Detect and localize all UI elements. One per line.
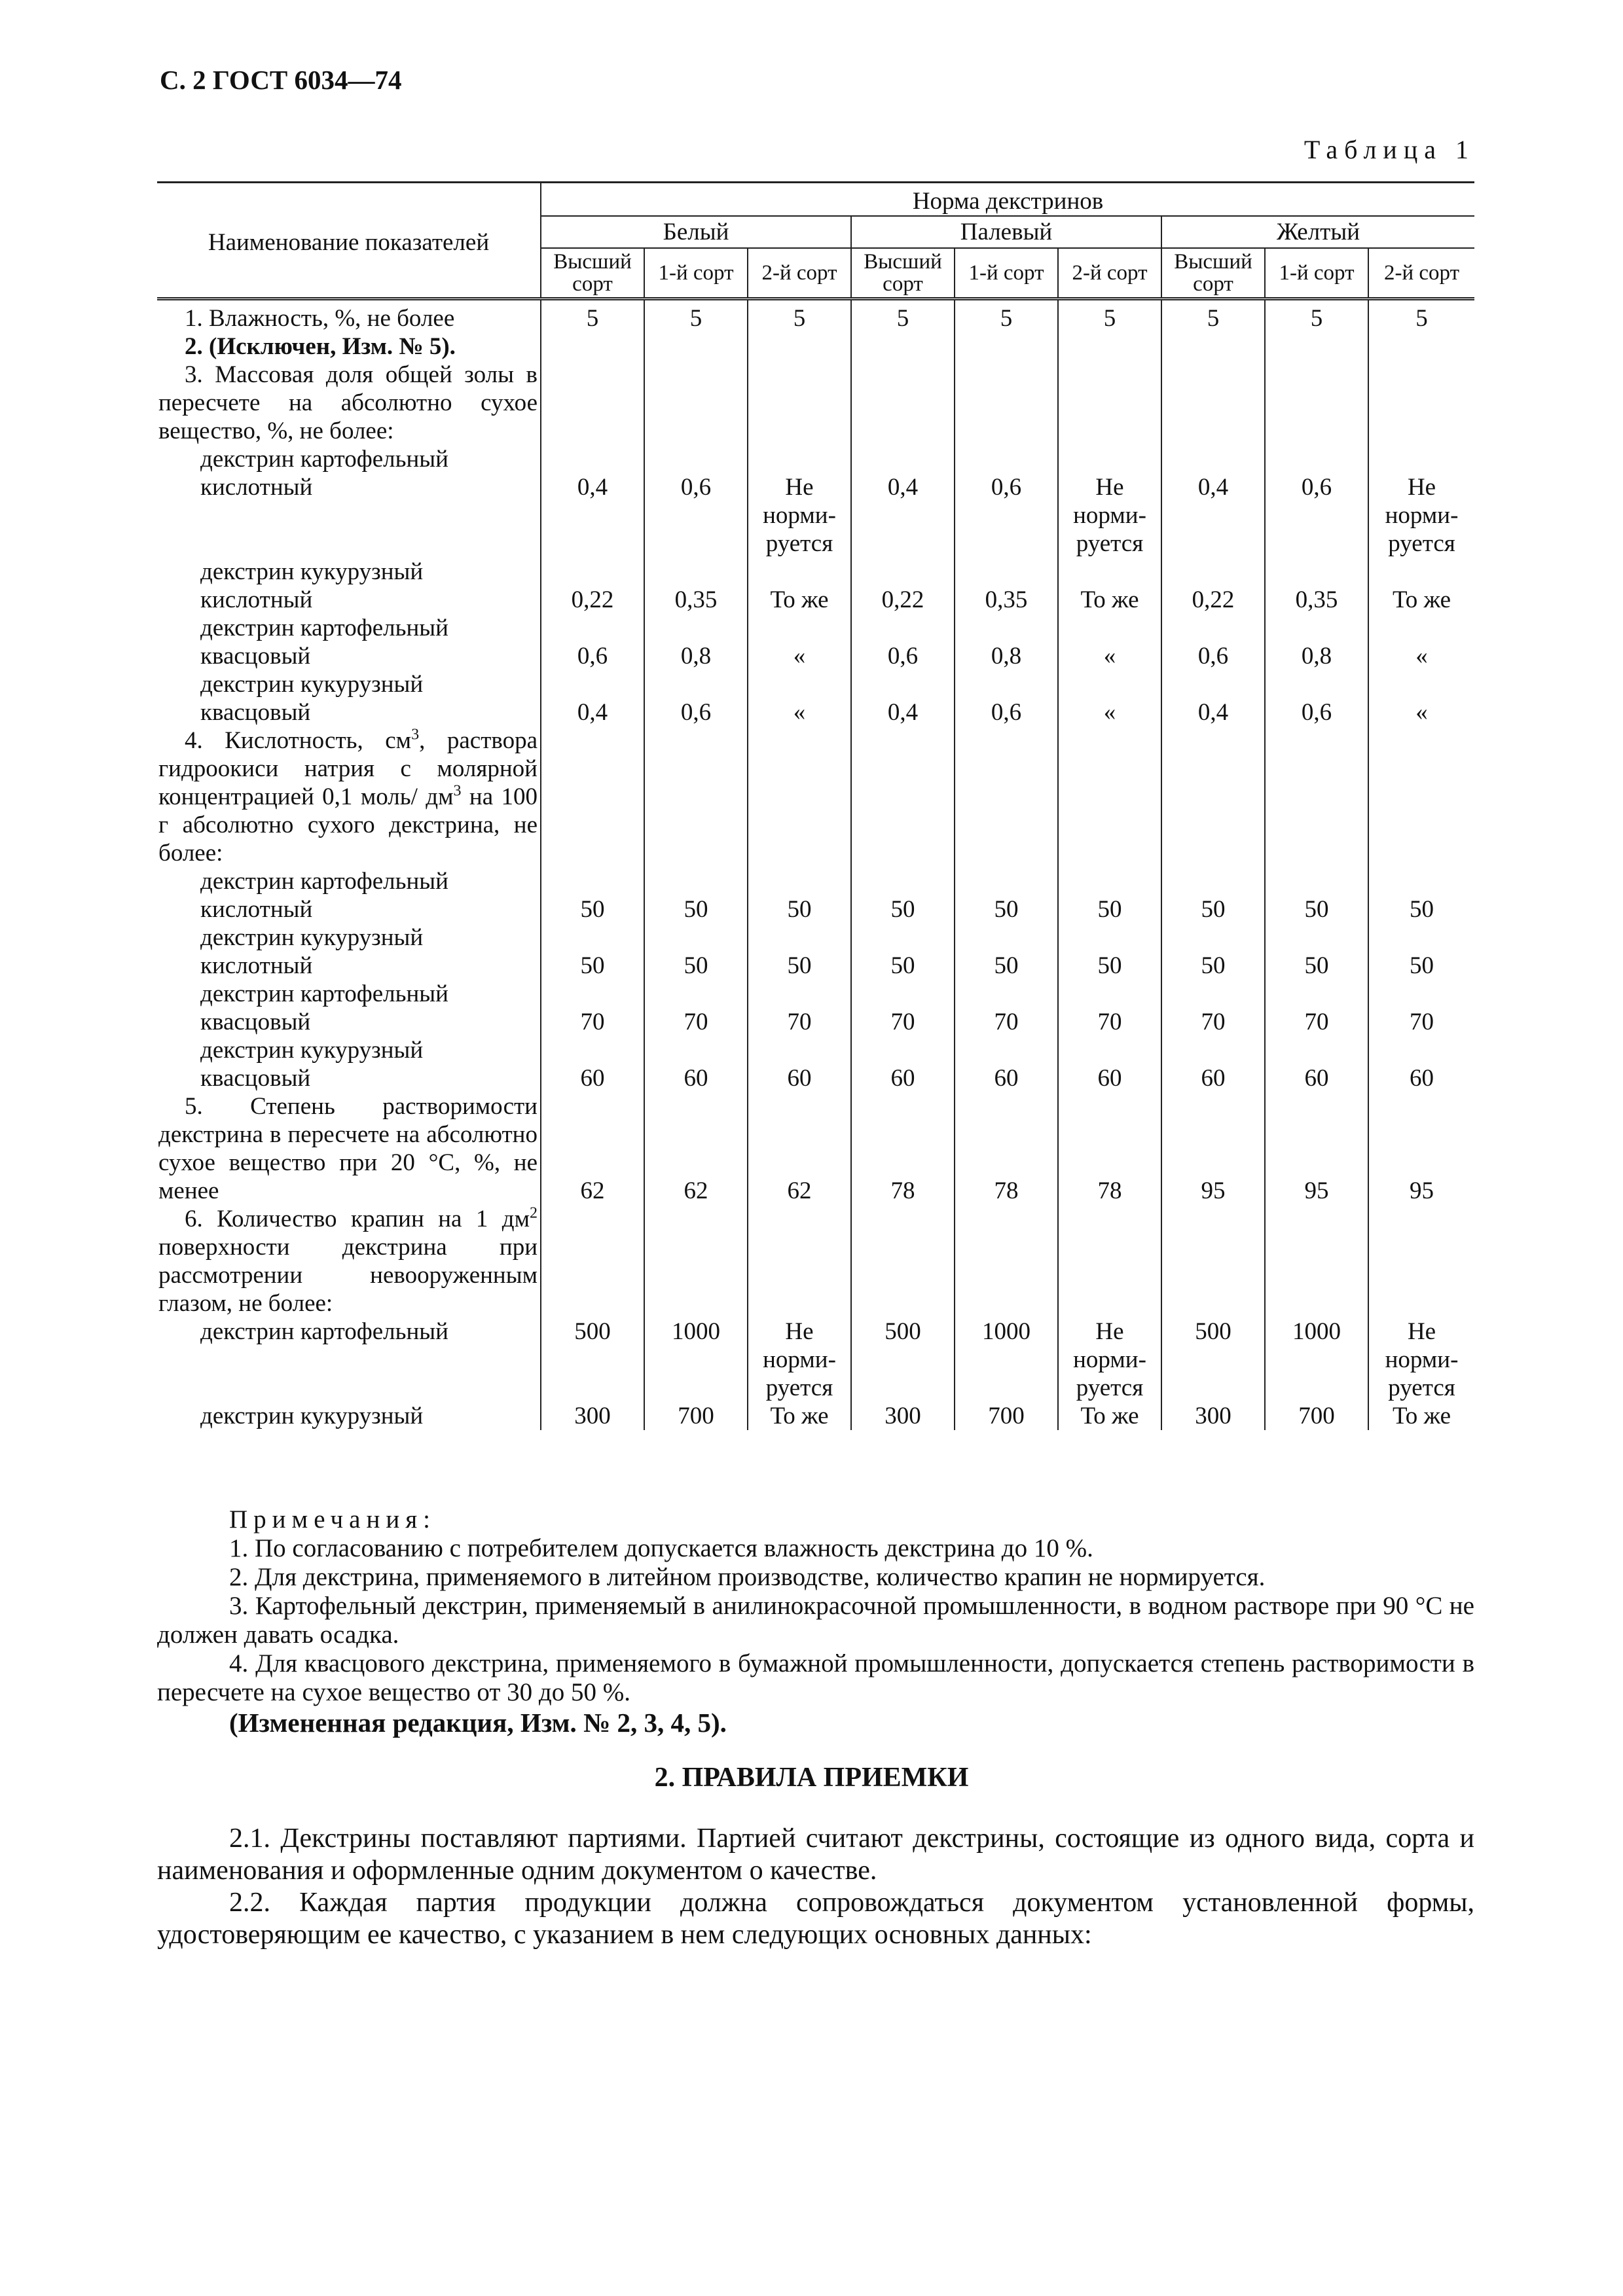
value-cell [1161, 332, 1265, 361]
value-cell: 50 [541, 867, 644, 924]
grade-header: 2-й сорт [748, 248, 851, 299]
value-cell: 50 [1368, 924, 1474, 980]
table-row [157, 1318, 1474, 1402]
value-cell: 62 [541, 1092, 644, 1205]
value-cell: 0,6 [955, 670, 1058, 726]
value-cell: 0,4 [541, 670, 644, 726]
value-cell: 50 [955, 867, 1058, 924]
table-row [157, 980, 1474, 1036]
value-cell [1368, 1205, 1474, 1318]
value-cell: 1000 [1265, 1318, 1368, 1402]
grade-header: 1-й сорт [644, 248, 748, 299]
value-cell: 0,35 [955, 558, 1058, 614]
grade-header: Высший сорт [1161, 248, 1265, 299]
value-cell [541, 1205, 644, 1318]
value-cell [1058, 1205, 1161, 1318]
value-cell: 300 [1161, 1402, 1265, 1430]
value-cell: 50 [851, 867, 955, 924]
value-cell: « [1368, 670, 1474, 726]
running-head: С. 2 ГОСТ 6034—74 [160, 65, 402, 95]
grade-header: 1-й сорт [955, 248, 1058, 299]
value-cell: 60 [1058, 1036, 1161, 1092]
value-cell: 0,4 [1161, 445, 1265, 558]
table-row [157, 332, 1474, 361]
value-cell [644, 361, 748, 445]
value-cell: 5 [851, 299, 955, 333]
superscript: 2 [530, 1204, 538, 1222]
value-cell [748, 332, 851, 361]
value-cell: 0,6 [541, 614, 644, 670]
value-cell: 5 [541, 299, 644, 333]
note-item: 3. Картофельный декстрин, применяемый в анилинокрасочной промышленности, в водном растворе при 90 °С не должен давать осадка. [157, 1592, 1474, 1649]
note-item: 1. По согласованию с потребителем допускается влажность декстрина до 10 %. [229, 1534, 1093, 1562]
value-cell: 5 [748, 299, 851, 333]
value-cell: 700 [955, 1402, 1058, 1430]
value-cell: Не нормируется [1058, 1318, 1161, 1402]
value-cell [748, 361, 851, 445]
value-cell: 50 [748, 867, 851, 924]
indicator-name: декстрин картофельный кислотный [200, 868, 448, 923]
indicator-name: декстрин картофельный квасцовый [200, 980, 448, 1035]
value-cell: 50 [748, 924, 851, 980]
value-cell: Не нормируется [1368, 445, 1474, 558]
value-cell [1058, 361, 1161, 445]
value-cell: 70 [541, 980, 644, 1036]
value-cell: « [1058, 670, 1161, 726]
value-cell: 500 [541, 1318, 644, 1402]
value-cell: 70 [955, 980, 1058, 1036]
value-cell: 0,6 [851, 614, 955, 670]
notes-title: Примечания: [229, 1505, 436, 1534]
indicator-name [157, 332, 541, 361]
value-cell: 5 [955, 299, 1058, 333]
value-cell: 70 [1368, 980, 1474, 1036]
value-cell: 5 [1368, 299, 1474, 333]
value-cell: 0,4 [851, 445, 955, 558]
indicator-name: декстрин кукурузный кислотный [200, 924, 424, 979]
value-cell: 60 [644, 1036, 748, 1092]
value-cell: 95 [1161, 1092, 1265, 1205]
value-cell: « [748, 670, 851, 726]
table-row [157, 726, 1474, 867]
value-cell: 300 [541, 1402, 644, 1430]
table-row [157, 670, 1474, 726]
value-cell: Не нормируется [748, 1318, 851, 1402]
grade-header: Высший сорт [851, 248, 955, 299]
table-row [157, 361, 1474, 445]
indicator-name: декстрин кукурузный кислотный [200, 558, 424, 613]
superscript: 3 [453, 782, 462, 800]
value-cell: Не нормируется [748, 445, 851, 558]
indicator-name: декстрин картофельный кислотный [200, 446, 448, 501]
value-cell [955, 332, 1058, 361]
table-row [157, 614, 1474, 670]
grade-header: 1-й сорт [1265, 248, 1368, 299]
indicators-table [157, 181, 1474, 1430]
value-cell: 0,6 [1161, 614, 1265, 670]
value-cell: 60 [1368, 1036, 1474, 1092]
table-body [157, 299, 1474, 1431]
value-cell [1161, 726, 1265, 867]
indicator-name: 3. Массовая доля общей золы в пересчете на абсолютно сухое вещество, %, не более: [158, 361, 538, 444]
value-cell [1265, 361, 1368, 445]
note-item: 4. Для квасцового декстрина, применяемого в бумажной промышленности, допускается степень растворимости в пересчете на сухое вещество от 30 до 50 %. [157, 1649, 1474, 1706]
grade-header: 2-й сорт [1058, 248, 1161, 299]
value-cell: 0,4 [1161, 670, 1265, 726]
value-cell [1265, 1205, 1368, 1318]
value-cell: То же [748, 1402, 851, 1430]
value-cell: 50 [955, 924, 1058, 980]
value-cell: 60 [955, 1036, 1058, 1092]
value-cell: То же [1368, 558, 1474, 614]
value-cell [851, 1205, 955, 1318]
value-cell [644, 332, 748, 361]
value-cell: 50 [1368, 867, 1474, 924]
value-cell [1368, 726, 1474, 867]
value-cell [1058, 726, 1161, 867]
table-row [157, 867, 1474, 924]
column-header-indicator: Наименование показателей [157, 183, 541, 299]
value-cell: 70 [851, 980, 955, 1036]
value-cell: 50 [1058, 924, 1161, 980]
value-cell [541, 332, 644, 361]
group-header-pale: Палевый [851, 216, 1161, 248]
value-cell: 50 [1265, 867, 1368, 924]
indicator-name: декстрин кукурузный квасцовый [200, 671, 424, 726]
value-cell: 5 [1265, 299, 1368, 333]
value-cell [1265, 332, 1368, 361]
value-cell: 0,8 [644, 614, 748, 670]
indicator-name: 6. Количество крапин на 1 $дм^2$ поверхности декстрина при рассмотрении невооруженным глазом, не более: [158, 1204, 538, 1317]
value-cell: То же [1058, 1402, 1161, 1430]
indicator-name: декстрин кукурузный квасцовый [200, 1037, 424, 1092]
note-item: 2. Для декстрина, применяемого в литейном производстве, количество крапин не нормируется. [229, 1563, 1266, 1591]
value-cell: 60 [748, 1036, 851, 1092]
section-title: 2. ПРАВИЛА ПРИЕМКИ [654, 1763, 969, 1793]
excluded-label: 2. (Исключен, Изм. № 5). [185, 333, 456, 360]
value-cell: 62 [644, 1092, 748, 1205]
table-caption: Таблица 1 [1304, 135, 1475, 164]
value-cell: 500 [851, 1318, 955, 1402]
group-header-white: Белый [541, 216, 851, 248]
indicator-name: декстрин кукурузный [200, 1403, 424, 1429]
value-cell: 0,6 [955, 445, 1058, 558]
indicator-name: декстрин картофельный [200, 1318, 448, 1345]
value-cell [644, 1205, 748, 1318]
value-cell: Не нормируется [1058, 445, 1161, 558]
table-row [157, 924, 1474, 980]
grade-header: Высший сорт [541, 248, 644, 299]
value-cell [1161, 361, 1265, 445]
value-cell: 0,22 [1161, 558, 1265, 614]
value-cell: То же [1368, 1402, 1474, 1430]
value-cell: 0,4 [851, 670, 955, 726]
table-row [157, 1092, 1474, 1205]
column-header-norm: Норма декстринов [541, 183, 1474, 217]
value-cell: 60 [1265, 1036, 1368, 1092]
table-row [157, 299, 1474, 333]
value-cell: 60 [541, 1036, 644, 1092]
value-cell [851, 361, 955, 445]
table-row [157, 1402, 1474, 1430]
value-cell [541, 361, 644, 445]
value-cell: 5 [644, 299, 748, 333]
value-cell: То же [748, 558, 851, 614]
section-body [157, 1823, 1474, 1951]
value-cell: 0,6 [1265, 445, 1368, 558]
value-cell [748, 726, 851, 867]
table-notes [157, 1505, 1474, 1737]
value-cell: 0,4 [541, 445, 644, 558]
value-cell: 0,22 [541, 558, 644, 614]
value-cell [1058, 332, 1161, 361]
value-cell: 0,8 [955, 614, 1058, 670]
value-cell: 50 [851, 924, 955, 980]
value-cell: 300 [851, 1402, 955, 1430]
value-cell: 70 [748, 980, 851, 1036]
indicator-name: 4. Кислотность, $см^3$, раствора гидроокиси натрия с молярной концентрацией 0,1 моль/ $дм^3$ на 100 г абсолютно сухого декстрина, не более: [158, 726, 538, 867]
value-cell: Не нормируется [1368, 1318, 1474, 1402]
value-cell [748, 1205, 851, 1318]
value-cell: 0,8 [1265, 614, 1368, 670]
indicator-name: 5. Степень растворимости декстрина в пересчете на абсолютно сухое вещество при 20 °С, %, не менее [158, 1093, 538, 1204]
value-cell: 0,35 [644, 558, 748, 614]
value-cell [851, 332, 955, 361]
table-row [157, 558, 1474, 614]
value-cell: 5 [1058, 299, 1161, 333]
value-cell: 70 [1161, 980, 1265, 1036]
table-row [157, 445, 1474, 558]
value-cell [1265, 726, 1368, 867]
value-cell: 60 [851, 1036, 955, 1092]
value-cell [644, 726, 748, 867]
value-cell: 95 [1265, 1092, 1368, 1205]
value-cell [1161, 1205, 1265, 1318]
value-cell: 60 [1161, 1036, 1265, 1092]
value-cell: 70 [644, 980, 748, 1036]
value-cell: 1000 [955, 1318, 1058, 1402]
value-cell: 500 [1161, 1318, 1265, 1402]
value-cell [1368, 332, 1474, 361]
value-cell: 78 [851, 1092, 955, 1205]
paragraph: 2.2. Каждая партия продукции должна сопровождаться документом установленной формы, удостоверяющим ее качество, с указанием в нем следующих основных данных: [157, 1888, 1474, 1950]
value-cell: 1000 [644, 1318, 748, 1402]
indicator-name: 1. Влажность, %, не более [185, 305, 455, 332]
grade-header: 2-й сорт [1368, 248, 1474, 299]
value-cell [955, 361, 1058, 445]
value-cell: 0,6 [644, 445, 748, 558]
paragraph: 2.1. Декстрины поставляют партиями. Партией считают декстрины, состоящие из одного вида, сорта и наименования и оформленные одним документом о качестве. [157, 1823, 1474, 1886]
value-cell: « [1058, 614, 1161, 670]
group-header-yellow: Желтый [1161, 216, 1474, 248]
value-cell: 0,6 [644, 670, 748, 726]
value-cell: 78 [1058, 1092, 1161, 1205]
table-row [157, 1036, 1474, 1092]
value-cell: То же [1058, 558, 1161, 614]
value-cell: 700 [644, 1402, 748, 1430]
value-cell: 0,35 [1265, 558, 1368, 614]
value-cell: « [1368, 614, 1474, 670]
value-cell: 70 [1265, 980, 1368, 1036]
amendment-note: (Измененная редакция, Изм. № 2, 3, 4, 5). [229, 1708, 727, 1738]
value-cell: 50 [1161, 924, 1265, 980]
value-cell [955, 1205, 1058, 1318]
value-cell: 62 [748, 1092, 851, 1205]
value-cell: 95 [1368, 1092, 1474, 1205]
superscript: 3 [411, 726, 420, 744]
value-cell: 50 [1058, 867, 1161, 924]
indicator-name: декстрин картофельный квасцовый [200, 615, 448, 670]
value-cell: 50 [1161, 867, 1265, 924]
value-cell [851, 726, 955, 867]
value-cell: 78 [955, 1092, 1058, 1205]
value-cell: 0,6 [1265, 670, 1368, 726]
value-cell [1368, 361, 1474, 445]
value-cell: 700 [1265, 1402, 1368, 1430]
value-cell: 50 [541, 924, 644, 980]
value-cell: 50 [644, 867, 748, 924]
value-cell [541, 726, 644, 867]
table-row [157, 1205, 1474, 1318]
value-cell: 0,22 [851, 558, 955, 614]
value-cell: 50 [644, 924, 748, 980]
value-cell [955, 726, 1058, 867]
value-cell: 50 [1265, 924, 1368, 980]
value-cell: 70 [1058, 980, 1161, 1036]
value-cell: 5 [1161, 299, 1265, 333]
value-cell: « [748, 614, 851, 670]
